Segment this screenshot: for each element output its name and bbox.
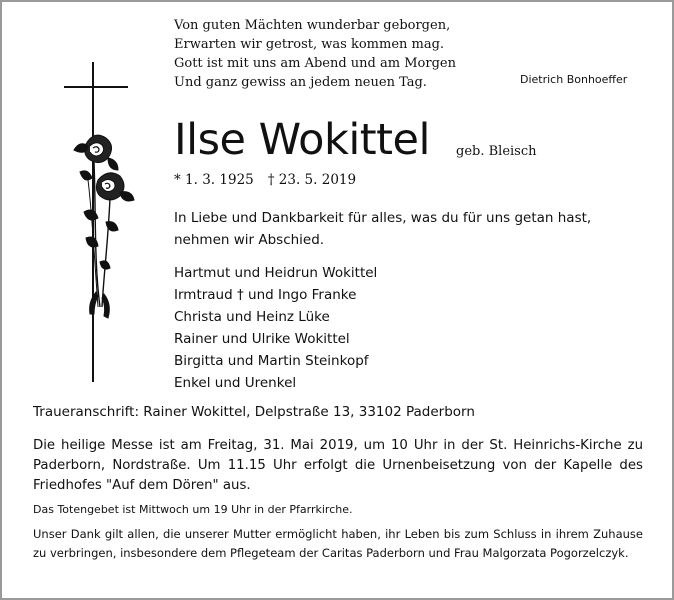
rose-icon <box>74 135 134 318</box>
mourner: Birgitta und Martin Steinkopf <box>174 353 369 369</box>
cross-with-roses <box>64 62 144 392</box>
life-dates <box>174 172 356 188</box>
poem-line: Von guten Mächten wunderbar geborgen, <box>174 18 451 33</box>
farewell-text <box>174 207 591 251</box>
thanks-text: Unser Dank gilt allen, die unserer Mutter ermöglicht haben, ihr Leben bis zum Schluss in ihrem Zuhause zu verbringen, insbesondere dem Pflegeteam der Caritas Paderborn und Frau Malgorzata Pogorzelczyk. <box>33 527 643 560</box>
death-date: † 23. 5. 2019 <box>267 172 357 188</box>
poem <box>174 16 456 92</box>
deceased-name: Ilse Wokittel <box>174 115 430 165</box>
poem-line: Erwarten wir getrost, was kommen mag. <box>174 37 445 52</box>
mourner: Enkel und Urenkel <box>174 375 297 391</box>
maiden-name: geb. Bleisch <box>456 144 537 159</box>
mourner: Hartmut und Heidrun Wokittel <box>174 265 378 281</box>
farewell-line: In Liebe und Dankbarkeit für alles, was du für uns getan hast, <box>174 210 592 226</box>
mourner: Rainer und Ulrike Wokittel <box>174 331 350 347</box>
mourner: Irmtraud † und Ingo Franke <box>174 287 357 303</box>
mourners-list <box>174 262 377 394</box>
mass-info: Die heilige Messe ist am Freitag, 31. Mai 2019, um 10 Uhr in der St. Heinrichs-Kirche zu Paderborn, Nordstraße. Um 11.15 Uhr erfolgt die Urnenbeisetzung von der Kapelle des Friedhofes "Auf dem Dören" aus. <box>33 438 643 493</box>
poem-author: Dietrich Bonhoeffer <box>520 73 628 86</box>
prayer-info: Das Totengebet ist Mittwoch um 19 Uhr in der Pfarrkirche. <box>33 503 353 516</box>
poem-line: Gott ist mit uns am Abend und am Morgen <box>174 56 456 71</box>
mourning-address: Traueranschrift: Rainer Wokittel, Delpstraße 13, 33102 Paderborn <box>33 404 475 420</box>
farewell-line: nehmen wir Abschied. <box>174 232 325 248</box>
birth-date: * 1. 3. 1925 <box>174 172 254 188</box>
poem-line: Und ganz gewiss an jedem neuen Tag. <box>174 75 427 90</box>
cross-icon <box>64 62 128 382</box>
mourner: Christa und Heinz Lüke <box>174 309 330 325</box>
